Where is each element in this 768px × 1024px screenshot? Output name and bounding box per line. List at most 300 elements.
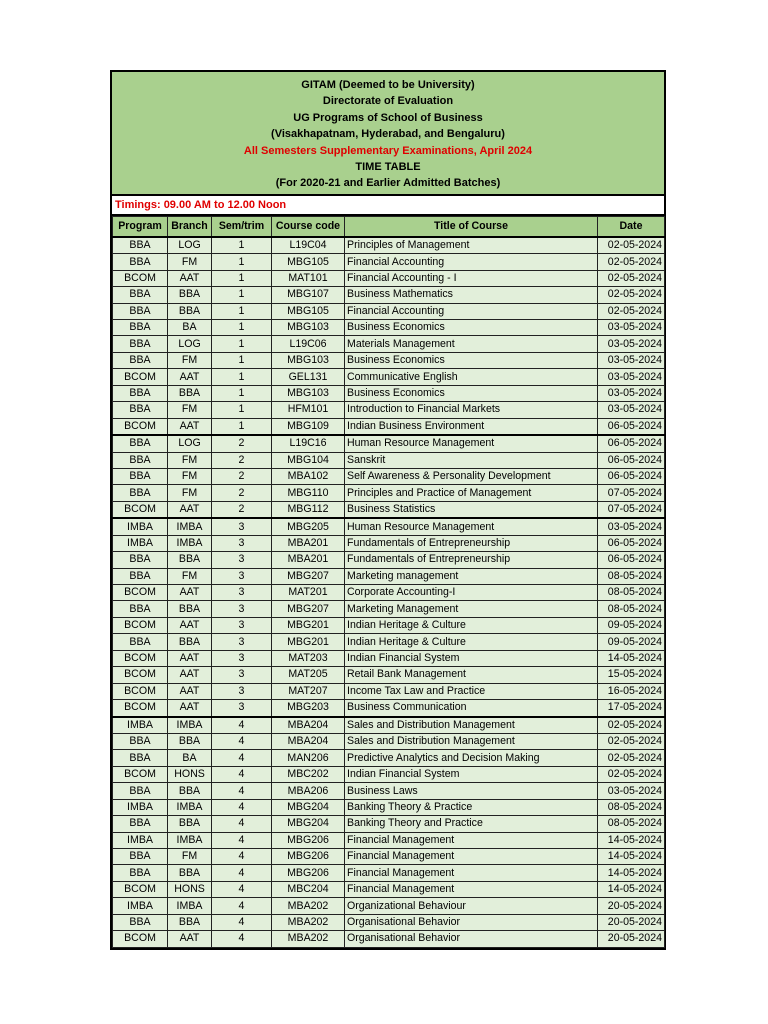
exam-title: All Semesters Supplementary Examinations, April 2024 <box>243 144 533 157</box>
date-cell: 03-05-2024 <box>598 518 665 535</box>
branch-cell: BBA <box>168 634 212 650</box>
sem-cell: 1 <box>212 254 272 270</box>
course-code-cell: MBG112 <box>272 501 345 518</box>
title-cell: Self Awareness & Personality Development <box>345 468 598 484</box>
program-cell: BBA <box>113 865 168 881</box>
date-cell: 03-05-2024 <box>598 385 665 401</box>
table-row <box>113 418 665 435</box>
sem-cell: 4 <box>212 849 272 865</box>
sem-cell: 1 <box>212 303 272 319</box>
program-cell: BCOM <box>113 369 168 385</box>
sem-cell: 4 <box>212 914 272 930</box>
title-cell: Financial Management <box>345 832 598 848</box>
branch-cell: FM <box>168 485 212 501</box>
program-cell: BBA <box>113 816 168 832</box>
title-cell: Organizational Behaviour <box>345 898 598 914</box>
sem-cell: 2 <box>212 485 272 501</box>
timings-note: Timings: 09.00 AM to 12.00 Noon <box>112 196 664 216</box>
branch-cell: BBA <box>168 552 212 568</box>
sem-cell: 1 <box>212 418 272 435</box>
column-header-course-code: Course code <box>272 216 345 237</box>
sem-cell: 1 <box>212 352 272 368</box>
title-cell: Human Resource Management <box>345 435 598 452</box>
branch-cell: IMBA <box>168 832 212 848</box>
program-cell: BBA <box>113 750 168 766</box>
date-cell: 02-05-2024 <box>598 237 665 254</box>
course-code-cell: MAT201 <box>272 585 345 601</box>
branch-cell: BBA <box>168 914 212 930</box>
table-row <box>113 585 665 601</box>
course-code-cell: MBG206 <box>272 849 345 865</box>
sem-cell: 4 <box>212 717 272 734</box>
date-cell: 02-05-2024 <box>598 766 665 782</box>
course-code-cell: MBA204 <box>272 717 345 734</box>
course-code-cell: MBG105 <box>272 303 345 319</box>
title-cell: Financial Management <box>345 881 598 897</box>
title-cell: Organisational Behavior <box>345 914 598 930</box>
date-cell: 06-05-2024 <box>598 468 665 484</box>
sem-cell: 1 <box>212 385 272 401</box>
table-row <box>113 750 665 766</box>
table-row <box>113 650 665 666</box>
sem-cell: 4 <box>212 750 272 766</box>
program-cell: IMBA <box>113 898 168 914</box>
title-cell: Indian Financial System <box>345 766 598 782</box>
branch-cell: FM <box>168 352 212 368</box>
table-row <box>113 501 665 518</box>
program-cell: BBA <box>113 352 168 368</box>
course-code-cell: MBA202 <box>272 931 345 947</box>
sem-cell: 3 <box>212 650 272 666</box>
column-header-date: Date <box>598 216 665 237</box>
date-cell: 06-05-2024 <box>598 452 665 468</box>
sem-cell: 3 <box>212 667 272 683</box>
title-cell: Business Economics <box>345 352 598 368</box>
branch-cell: AAT <box>168 667 212 683</box>
program-cell: BBA <box>113 452 168 468</box>
title-cell: Banking Theory and Practice <box>345 816 598 832</box>
course-code-cell: L19C04 <box>272 237 345 254</box>
branch-cell: IMBA <box>168 898 212 914</box>
date-cell: 03-05-2024 <box>598 352 665 368</box>
title-cell: Marketing Management <box>345 601 598 617</box>
branch-cell: AAT <box>168 270 212 286</box>
branch-cell: IMBA <box>168 799 212 815</box>
branch-cell: LOG <box>168 237 212 254</box>
table-row <box>113 568 665 584</box>
program-cell: BBA <box>113 237 168 254</box>
program-cell: BCOM <box>113 585 168 601</box>
course-code-cell: L19C06 <box>272 336 345 352</box>
column-header-sem: Sem/trim <box>212 216 272 237</box>
course-code-cell: MBG201 <box>272 617 345 633</box>
program-cell: BCOM <box>113 617 168 633</box>
program-cell: BCOM <box>113 650 168 666</box>
sem-cell: 4 <box>212 783 272 799</box>
program-cell: IMBA <box>113 799 168 815</box>
branch-cell: FM <box>168 402 212 418</box>
table-row <box>113 552 665 568</box>
table-row <box>113 914 665 930</box>
sem-cell: 2 <box>212 468 272 484</box>
branch-cell: IMBA <box>168 717 212 734</box>
branch-cell: FM <box>168 254 212 270</box>
branch-cell: BA <box>168 320 212 336</box>
program-cell: BBA <box>113 287 168 303</box>
branch-cell: BBA <box>168 287 212 303</box>
branch-cell: AAT <box>168 585 212 601</box>
course-code-cell: HFM101 <box>272 402 345 418</box>
table-body <box>113 237 665 947</box>
date-cell: 08-05-2024 <box>598 816 665 832</box>
branch-cell: FM <box>168 452 212 468</box>
date-cell: 02-05-2024 <box>598 717 665 734</box>
sem-cell: 1 <box>212 402 272 418</box>
sem-cell: 1 <box>212 237 272 254</box>
column-header-branch: Branch <box>168 216 212 237</box>
branch-cell: AAT <box>168 700 212 717</box>
column-header-program: Program <box>113 216 168 237</box>
title-cell: Financial Accounting <box>345 303 598 319</box>
course-code-cell: MAT207 <box>272 683 345 699</box>
title-cell: Predictive Analytics and Decision Making <box>345 750 598 766</box>
table-row <box>113 783 665 799</box>
program-cell: BBA <box>113 849 168 865</box>
table-row <box>113 237 665 254</box>
table-row <box>113 617 665 633</box>
program-cell: BBA <box>113 601 168 617</box>
title-cell: Fundamentals of Entrepreneurship <box>345 535 598 551</box>
branch-cell: AAT <box>168 418 212 435</box>
branch-cell: BBA <box>168 733 212 749</box>
branch-cell: IMBA <box>168 518 212 535</box>
date-cell: 08-05-2024 <box>598 568 665 584</box>
title-cell: Business Communication <box>345 700 598 717</box>
column-header-title: Title of Course <box>345 216 598 237</box>
program-cell: BCOM <box>113 931 168 947</box>
program-cell: BBA <box>113 568 168 584</box>
date-cell: 02-05-2024 <box>598 270 665 286</box>
branch-cell: BBA <box>168 303 212 319</box>
branch-cell: AAT <box>168 683 212 699</box>
title-cell: Business Mathematics <box>345 287 598 303</box>
program-cell: BBA <box>113 320 168 336</box>
sem-cell: 4 <box>212 733 272 749</box>
date-cell: 14-05-2024 <box>598 865 665 881</box>
table-row <box>113 336 665 352</box>
date-cell: 09-05-2024 <box>598 617 665 633</box>
date-cell: 14-05-2024 <box>598 881 665 897</box>
sem-cell: 4 <box>212 931 272 947</box>
program-cell: BBA <box>113 435 168 452</box>
table-row <box>113 898 665 914</box>
branch-cell: BBA <box>168 385 212 401</box>
sem-cell: 1 <box>212 287 272 303</box>
course-code-cell: MBA204 <box>272 733 345 749</box>
table-row <box>113 369 665 385</box>
course-code-cell: MAT205 <box>272 667 345 683</box>
title-cell: Indian Heritage & Culture <box>345 634 598 650</box>
course-code-cell: L19C16 <box>272 435 345 452</box>
program-cell: BBA <box>113 733 168 749</box>
sem-cell: 3 <box>212 634 272 650</box>
date-cell: 15-05-2024 <box>598 667 665 683</box>
date-cell: 09-05-2024 <box>598 634 665 650</box>
header-block <box>112 72 664 196</box>
course-code-cell: MBA202 <box>272 914 345 930</box>
sem-cell: 1 <box>212 369 272 385</box>
course-code-cell: MBG204 <box>272 816 345 832</box>
course-code-cell: MAN206 <box>272 750 345 766</box>
date-cell: 14-05-2024 <box>598 832 665 848</box>
course-code-cell: MBG104 <box>272 452 345 468</box>
branch-cell: AAT <box>168 617 212 633</box>
program-cell: BCOM <box>113 667 168 683</box>
title-cell: Corporate Accounting-I <box>345 585 598 601</box>
title-cell: Sales and Distribution Management <box>345 717 598 734</box>
branch-cell: BBA <box>168 865 212 881</box>
branch-cell: BBA <box>168 816 212 832</box>
table-row <box>113 816 665 832</box>
table-row <box>113 303 665 319</box>
sem-cell: 4 <box>212 832 272 848</box>
course-code-cell: MBG206 <box>272 865 345 881</box>
title-cell: Business Statistics <box>345 501 598 518</box>
branch-cell: BA <box>168 750 212 766</box>
title-cell: Fundamentals of Entrepreneurship <box>345 552 598 568</box>
table-row <box>113 634 665 650</box>
date-cell: 06-05-2024 <box>598 435 665 452</box>
program-cell: BCOM <box>113 501 168 518</box>
header-row <box>113 216 665 237</box>
date-cell: 06-05-2024 <box>598 552 665 568</box>
table-row <box>113 700 665 717</box>
table-row <box>113 485 665 501</box>
title-cell: Principles of Management <box>345 237 598 254</box>
table-row <box>113 352 665 368</box>
title-cell: Sanskrit <box>345 452 598 468</box>
program-cell: IMBA <box>113 535 168 551</box>
title-cell: Business Laws <box>345 783 598 799</box>
date-cell: 20-05-2024 <box>598 914 665 930</box>
course-code-cell: MBC204 <box>272 881 345 897</box>
title-cell: Income Tax Law and Practice <box>345 683 598 699</box>
branch-cell: AAT <box>168 369 212 385</box>
title-cell: Retail Bank Management <box>345 667 598 683</box>
date-cell: 17-05-2024 <box>598 700 665 717</box>
program-cell: BBA <box>113 783 168 799</box>
timetable <box>112 216 665 948</box>
program-cell: BCOM <box>113 683 168 699</box>
course-code-cell: MBA206 <box>272 783 345 799</box>
course-code-cell: MBA201 <box>272 552 345 568</box>
course-code-cell: MBG103 <box>272 352 345 368</box>
course-code-cell: MBG207 <box>272 601 345 617</box>
sem-cell: 4 <box>212 881 272 897</box>
course-code-cell: MBG203 <box>272 700 345 717</box>
table-row <box>113 270 665 286</box>
branch-cell: LOG <box>168 435 212 452</box>
program-cell: BBA <box>113 254 168 270</box>
program-cell: BCOM <box>113 700 168 717</box>
title-cell: Financial Accounting <box>345 254 598 270</box>
date-cell: 20-05-2024 <box>598 898 665 914</box>
sem-cell: 1 <box>212 336 272 352</box>
date-cell: 08-05-2024 <box>598 585 665 601</box>
title-cell: Financial Management <box>345 865 598 881</box>
title-cell: Business Economics <box>345 385 598 401</box>
branch-cell: IMBA <box>168 535 212 551</box>
course-code-cell: MBG103 <box>272 320 345 336</box>
date-cell: 14-05-2024 <box>598 650 665 666</box>
sem-cell: 4 <box>212 816 272 832</box>
course-code-cell: MBC202 <box>272 766 345 782</box>
sem-cell: 4 <box>212 799 272 815</box>
date-cell: 03-05-2024 <box>598 320 665 336</box>
branch-cell: HONS <box>168 766 212 782</box>
title-cell: Marketing management <box>345 568 598 584</box>
program-cell: IMBA <box>113 832 168 848</box>
table-row <box>113 402 665 418</box>
date-cell: 03-05-2024 <box>598 369 665 385</box>
date-cell: 08-05-2024 <box>598 799 665 815</box>
course-code-cell: MBG205 <box>272 518 345 535</box>
sem-cell: 4 <box>212 766 272 782</box>
course-code-cell: MAT203 <box>272 650 345 666</box>
program-cell: IMBA <box>113 518 168 535</box>
table-row <box>113 254 665 270</box>
branch-cell: FM <box>168 468 212 484</box>
program-cell: BCOM <box>113 270 168 286</box>
title-cell: Financial Accounting - I <box>345 270 598 286</box>
campuses: (Visakhapatnam, Hyderabad, and Bengaluru) <box>271 128 505 141</box>
table-row <box>113 733 665 749</box>
table-row <box>113 683 665 699</box>
table-row <box>113 435 665 452</box>
table-row <box>113 832 665 848</box>
course-code-cell: MBG107 <box>272 287 345 303</box>
date-cell: 14-05-2024 <box>598 849 665 865</box>
course-code-cell: MBG201 <box>272 634 345 650</box>
date-cell: 03-05-2024 <box>598 402 665 418</box>
sem-cell: 3 <box>212 700 272 717</box>
program-cell: BCOM <box>113 766 168 782</box>
sem-cell: 4 <box>212 865 272 881</box>
date-cell: 03-05-2024 <box>598 336 665 352</box>
table-row <box>113 799 665 815</box>
program-cell: IMBA <box>113 717 168 734</box>
table-row <box>113 518 665 535</box>
table-row <box>113 468 665 484</box>
course-code-cell: MBG206 <box>272 832 345 848</box>
table-row <box>113 849 665 865</box>
timetable-sheet <box>110 70 666 950</box>
course-code-cell: MBA102 <box>272 468 345 484</box>
branch-cell: BBA <box>168 783 212 799</box>
course-code-cell: MBA201 <box>272 535 345 551</box>
branch-cell: FM <box>168 849 212 865</box>
title-cell: Indian Heritage & Culture <box>345 617 598 633</box>
date-cell: 02-05-2024 <box>598 733 665 749</box>
sem-cell: 2 <box>212 452 272 468</box>
course-code-cell: MBG105 <box>272 254 345 270</box>
program-cell: BBA <box>113 402 168 418</box>
title-cell: Principles and Practice of Management <box>345 485 598 501</box>
table-row <box>113 452 665 468</box>
program-cell: BCOM <box>113 418 168 435</box>
title-cell: Materials Management <box>345 336 598 352</box>
batches-note: (For 2020-21 and Earlier Admitted Batches) <box>275 177 501 190</box>
course-code-cell: MBG207 <box>272 568 345 584</box>
title-cell: Indian Financial System <box>345 650 598 666</box>
table-row <box>113 865 665 881</box>
program-cell: BBA <box>113 634 168 650</box>
title-cell: Introduction to Financial Markets <box>345 402 598 418</box>
date-cell: 07-05-2024 <box>598 501 665 518</box>
date-cell: 06-05-2024 <box>598 535 665 551</box>
sem-cell: 1 <box>212 270 272 286</box>
program-cell: BBA <box>113 336 168 352</box>
table-row <box>113 535 665 551</box>
course-code-cell: GEL131 <box>272 369 345 385</box>
title-cell: Business Economics <box>345 320 598 336</box>
sem-cell: 1 <box>212 320 272 336</box>
table-row <box>113 287 665 303</box>
course-code-cell: MBG103 <box>272 385 345 401</box>
branch-cell: BBA <box>168 601 212 617</box>
title-cell: Sales and Distribution Management <box>345 733 598 749</box>
date-cell: 20-05-2024 <box>598 931 665 947</box>
course-code-cell: MBG110 <box>272 485 345 501</box>
program-cell: BBA <box>113 303 168 319</box>
sem-cell: 2 <box>212 501 272 518</box>
program-cell: BBA <box>113 385 168 401</box>
course-code-cell: MBA202 <box>272 898 345 914</box>
branch-cell: HONS <box>168 881 212 897</box>
program-cell: BBA <box>113 468 168 484</box>
date-cell: 02-05-2024 <box>598 287 665 303</box>
branch-cell: AAT <box>168 501 212 518</box>
sem-cell: 3 <box>212 601 272 617</box>
sem-cell: 2 <box>212 435 272 452</box>
table-row <box>113 385 665 401</box>
table-row <box>113 320 665 336</box>
time-table-heading: TIME TABLE <box>355 161 421 174</box>
branch-cell: AAT <box>168 650 212 666</box>
table-row <box>113 717 665 734</box>
directorate-name: Directorate of Evaluation <box>322 95 454 108</box>
course-code-cell: MBG204 <box>272 799 345 815</box>
university-name: GITAM (Deemed to be University) <box>301 79 475 91</box>
program-cell: BBA <box>113 914 168 930</box>
date-cell: 08-05-2024 <box>598 601 665 617</box>
sem-cell: 4 <box>212 898 272 914</box>
table-row <box>113 601 665 617</box>
title-cell: Organisational Behavior <box>345 931 598 947</box>
program-cell: BCOM <box>113 881 168 897</box>
sem-cell: 3 <box>212 535 272 551</box>
date-cell: 02-05-2024 <box>598 303 665 319</box>
program-cell: BBA <box>113 552 168 568</box>
sem-cell: 3 <box>212 617 272 633</box>
sem-cell: 3 <box>212 585 272 601</box>
course-code-cell: MAT101 <box>272 270 345 286</box>
table-row <box>113 667 665 683</box>
sem-cell: 3 <box>212 518 272 535</box>
sem-cell: 3 <box>212 683 272 699</box>
date-cell: 02-05-2024 <box>598 254 665 270</box>
table-row <box>113 881 665 897</box>
